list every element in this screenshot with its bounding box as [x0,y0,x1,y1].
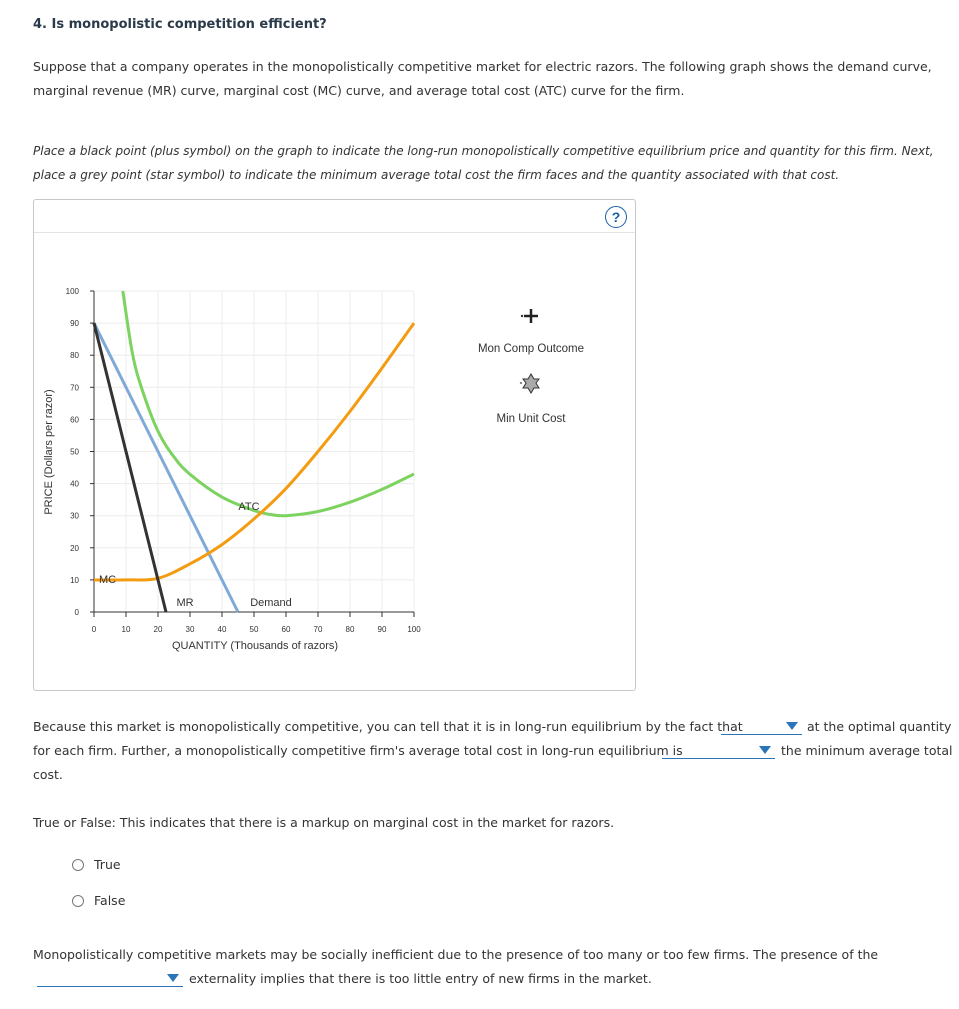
atc-label: ATC [238,501,260,513]
x-tick-label: 100 [407,625,421,634]
y-tick-label: 40 [70,479,79,489]
x-tick-label: 10 [121,625,131,634]
x-tick-label: 80 [345,625,355,634]
mon-comp-outcome-label: Mon Comp Outcome [477,343,585,355]
y-tick-label: 90 [70,319,79,329]
radio-true[interactable] [72,857,121,872]
y-tick-labels [66,287,80,617]
para3-line1: Monopolistically competitive markets may be socially inefficient due to the presence of too many or too few firms. The presence of the [33,947,879,962]
y-tick-label: 20 [70,543,79,553]
y-tick-label: 30 [70,511,79,521]
x-tick-label: 0 [91,625,97,634]
plus-dot-icon [521,315,523,317]
x-tick-label: 70 [313,625,323,634]
para2-text4: the minimum average total [781,743,953,758]
demand-label: Demand [250,597,292,609]
star-icon [523,374,539,393]
min-unit-cost-label: Min Unit Cost [496,413,566,425]
x-tick-label: 40 [217,625,227,634]
tf-question: True or False: This indicates that there is a markup on marginal cost in the market for razors. [33,815,615,830]
para2-text1: Because this market is monopolistically competitive, you can tell that it is in long-run equilibrium by the fact that [33,719,743,734]
x-tick-label: 60 [281,625,291,634]
question-title: 4. Is monopolistic competition efficient? [33,17,327,32]
radio-true-label: True [94,857,121,872]
y-tick-label: 50 [70,447,79,457]
para3-line2: externality implies that there is too little entry of new firms in the market. [189,971,652,986]
y-tick-label: 70 [70,383,79,393]
radio-circle[interactable] [72,859,84,871]
intro-line-1: Suppose that a company operates in the monopolistically competitive market for electric razors. The following graph shows the demand curve, [33,59,932,74]
atc-comparison-dropdown[interactable] [662,742,775,759]
x-axis-label: QUANTITY (Thousands of razors) [171,640,339,652]
y-tick-label: 0 [74,608,79,617]
y-axis-label: PRICE (Dollars per razor) [43,389,55,515]
mr-label: MR [176,597,194,609]
mr-curve [94,323,166,612]
chevron-down-icon [167,974,179,982]
x-tick-labels [92,625,421,634]
star-dot-icon [520,382,522,384]
intro-line-2: marginal revenue (MR) curve, marginal cost (MC) curve, and average total cost (ATC) curve for the firm. [33,83,685,98]
mon-comp-outcome-tool[interactable] [521,309,538,323]
radio-false-label: False [94,893,126,908]
chevron-down-icon [786,722,798,730]
para2-text2: at the optimal quantity [807,719,952,734]
atc-curve [123,291,414,516]
para2-text5: cost. [33,767,63,782]
ticks [90,291,414,617]
y-tick-label: 80 [70,351,79,361]
y-tick-label: 60 [70,415,79,425]
y-tick-label: 10 [70,575,79,585]
grid [94,291,414,612]
radio-circle[interactable] [72,895,84,907]
mc-label: MC [99,574,117,586]
instruction-line-2: place a grey point (star symbol) to indicate the minimum average total cost the firm faces and the quantity associated with that cost. [33,168,840,182]
y-tick-label: 100 [65,287,79,296]
x-tick-label: 50 [249,625,259,634]
help-icon[interactable]: ? [605,206,627,228]
x-tick-label: 20 [153,625,163,634]
x-tick-label: 30 [185,625,195,634]
demand-curve [94,323,238,612]
radio-false[interactable] [72,893,125,908]
chevron-down-icon [759,746,771,754]
para2-text3: for each firm. Further, a monopolistically competitive firm's average total cost in long-run equilibrium is [33,743,683,758]
min-unit-cost-tool[interactable] [520,374,539,393]
long-run-condition-dropdown[interactable] [721,718,802,735]
instruction-line-1: Place a black point (plus symbol) on the graph to indicate the long-run monopolistically competitive equilibrium price and quantity for this firm. Next, [33,144,934,158]
x-tick-label: 90 [377,625,387,634]
externality-dropdown[interactable] [37,970,183,987]
